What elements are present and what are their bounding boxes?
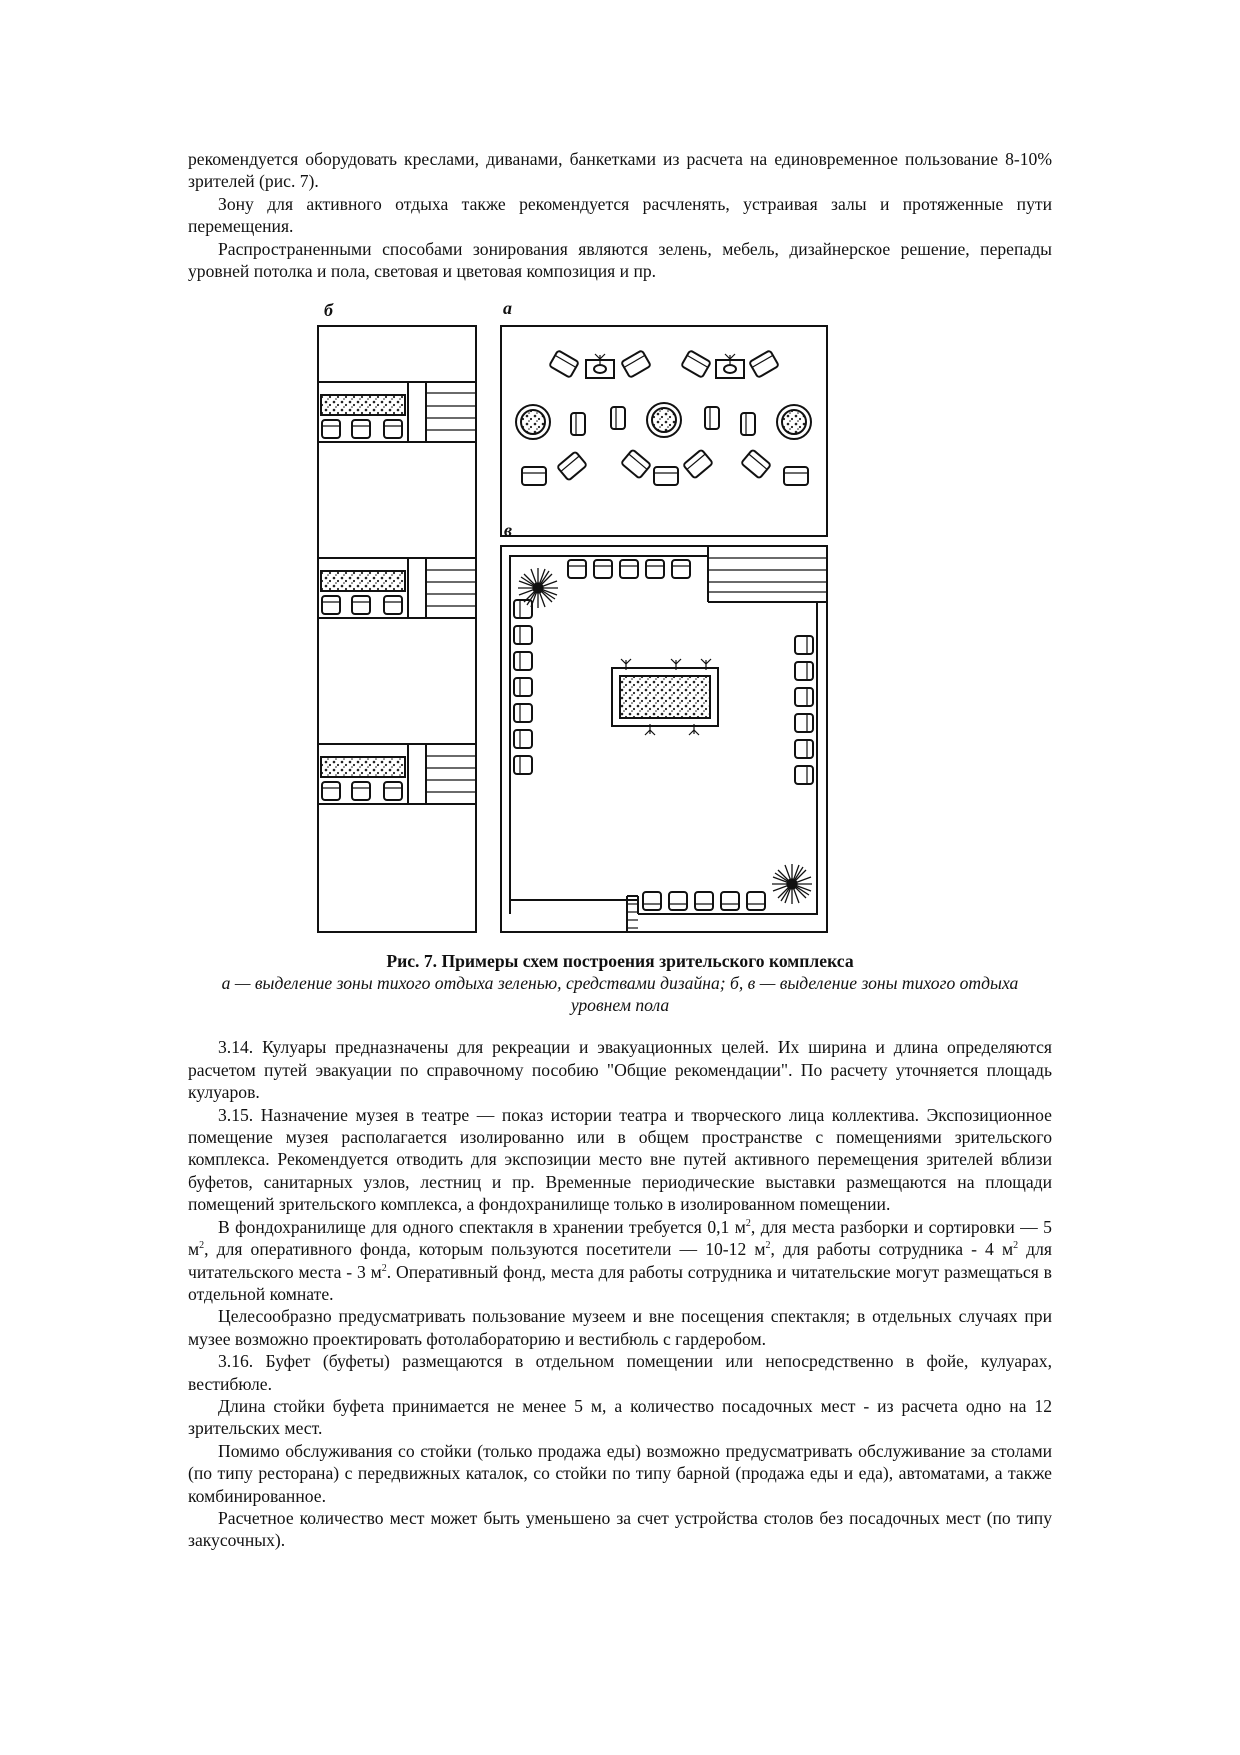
- figure-label-v: в: [504, 520, 513, 541]
- plan-a-armchair-group-right: [681, 351, 779, 379]
- superscript: 2: [199, 1240, 205, 1252]
- document-page: [188, 148, 1052, 1552]
- intro-paragraph-3: Распространенными способами зонирования являются зелень, мебель, дизайнерское решение, перепады уровней потолка и пола, световая и цветовая композиция и пр.: [188, 238, 1052, 282]
- plan-v-central-planter: [612, 659, 718, 735]
- plan-v-left-seats: [514, 600, 532, 774]
- figure-caption: [188, 950, 1052, 1016]
- paragraph-3-16: 3.16. Буфет (буфеты) размещаются в отдельном помещении или непосредственно в фойе, кулуарах, вестибюле.: [188, 1351, 1052, 1394]
- section-body: [188, 1036, 1052, 1551]
- plan-a: [501, 326, 827, 536]
- plan-v: [501, 546, 827, 932]
- text-segment: , для места разборки и сортировки — 5 м: [188, 1216, 1052, 1260]
- plan-a-armchair-group-left: [549, 351, 651, 379]
- plan-v-top-seats: [568, 560, 690, 578]
- floor-plan-diagram: [188, 296, 1052, 946]
- plan-a-sofa-arc-bottom: [522, 450, 808, 486]
- plan-v-right-seats: [795, 636, 813, 784]
- paragraph-3-15: 3.15. Назначение музея в театре — показ истории театра и творческого лица коллектива. Экспозиционное помещение музея располагается изолированно или в общем пространстве с помещениями зрительского комплекса. Рекомендуется отводить для экспозиции место вне путей активного перемещения зрителей вблизи буфетов, санитарных узлов, лестниц и пр. Временные периодические выставки размещаются на площади помещений зрительского комплекса, а фондохранилище только в изолированном помещении.: [188, 1104, 1052, 1215]
- paragraph-seat-count: Расчетное количество мест может быть уменьшено за счет устройства столов без посадочных мест (по типу закусочных).: [188, 1507, 1052, 1551]
- plan-v-bushes: [518, 568, 812, 904]
- text-segment: , для работы сотрудника - 4 м: [770, 1239, 1014, 1260]
- superscript: 2: [765, 1240, 771, 1252]
- plan-b-zone-3: [318, 744, 476, 804]
- plan-b-zone-2: [318, 558, 476, 618]
- superscript: 2: [1013, 1240, 1019, 1252]
- text-segment: . Оперативный фонд, места для работы сотрудника и читательские могут размещаться в отдельной комнате.: [188, 1261, 1052, 1304]
- intro-paragraph-1: рекомендуется оборудовать креслами, диванами, банкетками из расчета на единовременное пользование 8-10% зрителей (рис. 7).: [188, 149, 1052, 192]
- figure-caption-subtitle: а — выделение зоны тихого отдыха зеленью, средствами дизайна; б, в — выделение зоны тихого отдыха уровнем пола: [221, 973, 1019, 1016]
- plan-b-zone-1: [318, 382, 476, 442]
- superscript: 2: [381, 1262, 387, 1274]
- paragraph-museum-use: Целесообразно предусматривать пользование музеем и вне посещения спектакля; в отдельных случаях при музее возможно проектировать фотолабораторию и вестибюль с гардеробом.: [188, 1306, 1052, 1349]
- paragraph-3-14: 3.14. Кулуары предназначены для рекреации и эвакуационных целей. Их ширина и длина определяются расчетом путей эвакуации по справочному пособию "Общие рекомендации". По расчету уточняется площадь кулуаров.: [188, 1037, 1052, 1103]
- figure-7: [188, 296, 1052, 946]
- figure-caption-title: Рис. 7. Примеры схем построения зрительского комплекса: [386, 951, 854, 972]
- figure-label-a: а: [503, 298, 512, 319]
- superscript: 2: [745, 1217, 751, 1229]
- intro-paragraph-2: Зону для активного отдыха также рекомендуется расчленять, устраивая залы и протяженные пути перемещения.: [188, 193, 1052, 237]
- text-segment: В фондохранилище для одного спектакля в хранении требуется 0,1 м: [218, 1216, 746, 1237]
- paragraph-buffet-length: Длина стойки буфета принимается не менее 5 м, а количество посадочных мест - из расчета одно на 12 зрительских мест.: [188, 1395, 1052, 1439]
- plan-v-bottom-seats: [643, 892, 765, 910]
- figure-label-b: б: [324, 300, 333, 321]
- plan-a-round-tables: [516, 403, 811, 439]
- text-segment: , для оперативного фонда, которым пользуются посетители — 10-12 м: [204, 1239, 766, 1260]
- text-segment: для читательского места - 3 м: [188, 1239, 1052, 1282]
- plan-b: [318, 326, 476, 932]
- paragraph-storage-areas: [188, 1216, 1052, 1306]
- paragraph-service-types: Помимо обслуживания со стойки (только продажа еды) возможно предусматривать обслуживание за столами (по типу ресторана) с передвижных каталок, со стойки по типу барной (продажа еды и еда), автоматами, а также комбинированное.: [188, 1440, 1052, 1506]
